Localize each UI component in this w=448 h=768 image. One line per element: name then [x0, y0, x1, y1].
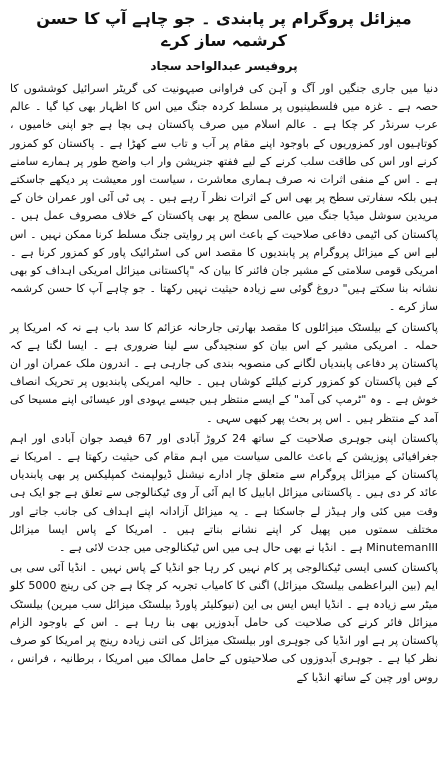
article-paragraph-2: پاکستان کے بیلسٹک میزائلوں کا مقصد بھارتی جارحانہ عزائم کا سد باب ہے نہ کہ امریکا پر حملہ ۔ امریکی مشیر کے اس بیان کو سنجیدگی سے لینا ضروری ہے ۔ ایسا لگتا ہے کہ پاکستان پر دفاعی پابندیاں لگانے کی منصوبہ بندی کی جارہی ہے ۔ اندرون ملک عمران اور ان کے فین پاکستان کو کمزور کرنے کیلئے کوشاں ہیں ۔ حالیہ امریکی پابندیوں پر تحریک انصاف خوش ہے ۔ وہ "ٹرمپ کی آمد" کے ایسے منتظر ہیں جیسے یہودی اور عیسائی اپنے مسیحا کی آمد کے منتظر ہیں ۔ اس پر بحث پھر کبھی سہی ۔: [10, 320, 438, 425]
article-byline: پروفیسر عبدالواحد سجاد: [150, 59, 298, 73]
article-headline: میزائل پروگرام پر پابندی ۔ جو چاہے آپ کا حسن کرشمہ ساز کرے: [36, 9, 412, 50]
article-paragraph-3: پاکستان اپنی جوہری صلاحیت کے ساتھ 24 کروڑ آبادی اور 67 فیصد جوان آبادی اور اہم جغرافیائی پوزیشن کے باعث عالمی سیاست میں اہم مقام کی حیثیت رکھتا ہے ۔ امریکا نے پاکستان کے میزائل پروگرام سے متعلق چار ادارے نیشنل ڈیولپمنٹ کمپلیکس پر بھی پابندیاں عائد کر دی ہیں ۔ پاکستانی میزائل ابابیل کا ایم آئی آر وی ٹیکنالوجی سے تعلق ہے جو ایک ہی وقت میں کئی وار ہیڈز لے جاسکتا ہے ۔ یہ میزائل آزادانہ اپنے اہداف کی جانب جاتے اور مختلف سمتوں میں پھیل کر اپنے نشانے بناتے ہیں ۔ امریکا کے پاس ایسا میزائل MinutemanIII ہے ۔ انڈیا نے بھی حال ہی میں اس ٹیکنالوجی میں جدت لائی ہے ۔: [10, 431, 438, 555]
article-paragraph-4: پاکستان کسی ایسی ٹیکنالوجی پر کام نہیں کر رہا جو انڈیا کے پاس نہیں ۔ انڈیا آئی سی بی ایم (بین البراعظمی بیلسٹک میزائل) اگنی کا کامیاب تجربہ کر چکا ہے جن کی رینج 5000 کلو میٹر سے زیادہ ہے ۔ انڈیا ایس ایس بی این (نیوکلیئر پاورڈ بیلسٹک میزائل سب میرین) بیلسٹک میزائل فائر کرنے کی صلاحیت کی حامل آبدوزیں بھی بنا رہا ہے ۔ اس کے باوجود الزام پاکستان پر ہے اور انڈیا کی جوہری اور بیلسٹک میزائل کی اتنی زیادہ رینج پر امریکا کو صرف نظر کیا ہے ۔ جوہری آبدوزوں کی صلاحیتوں کے حامل ممالک میں امریکا ، برطانیہ ، فرانس ، روس اور چین کے ساتھ انڈیا کے: [10, 561, 438, 684]
article-paragraph-1: دنیا میں جاری جنگیں اور آگ و آہن کی فراوانی صیہونیت کی گریٹر اسرائیل کوششوں کا حصہ ہے ۔ غزہ میں فلسطینیوں پر مسلط کردہ جنگ میں اس کا اظہار بھی کیا گیا ۔ عالم عرب سرنڈر کر چکا ہے ۔ عالم اسلام میں صرف پاکستان ہی بچا ہے جو اپنی خامیوں ، کوتاہیوں اور کمزوریوں کے باوجود اپنے مقام پر آب و تاب سے کھڑا ہے ۔ پاکستان کو کمزور کرنے اور اس کی طاقت سلب کرنے کے لیے ففتھ جنریشن وار اب واضح طور پر ہمارے سامنے ہے ۔ اس کے منفی اثرات نہ صرف ہماری معاشرت ، سیاست اور معیشت پر دیکھے جاسکتے ہیں بلکہ سفارتی سطح پر بھی اس کے اثرات نظر آ رہے ہیں ۔ پی ٹی آئی اور عمران خان کے مریدین سوشل میڈیا جنگ میں عالمی سطح پر بھی پاکستان کے خلاف مصروف عمل ہیں ۔ پاکستان کی اٹیمی دفاعی صلاحیت کے باعث اس پر روایتی جنگ مسلط کرنا ممکن نہیں ۔ اس لیے اس کے میزائل پروگرام پر پابندیوں کا مقصد اس کی اسٹرائیک پاور کو کمزور کرنا ہے ۔ امریکی قومی سلامتی کے مشیر جان فائنر کا بیان کہ "پاکستانی میزائل امریکی اہداف کو بھی نشانہ بنا سکتے ہیں" دروغ گوئی سے زیادہ حیثیت نہیں رکھتا ۔ جو چاہے آپ کا حسن کرشمہ ساز کرے ۔: [10, 82, 438, 314]
article-body: [10, 80, 438, 687]
